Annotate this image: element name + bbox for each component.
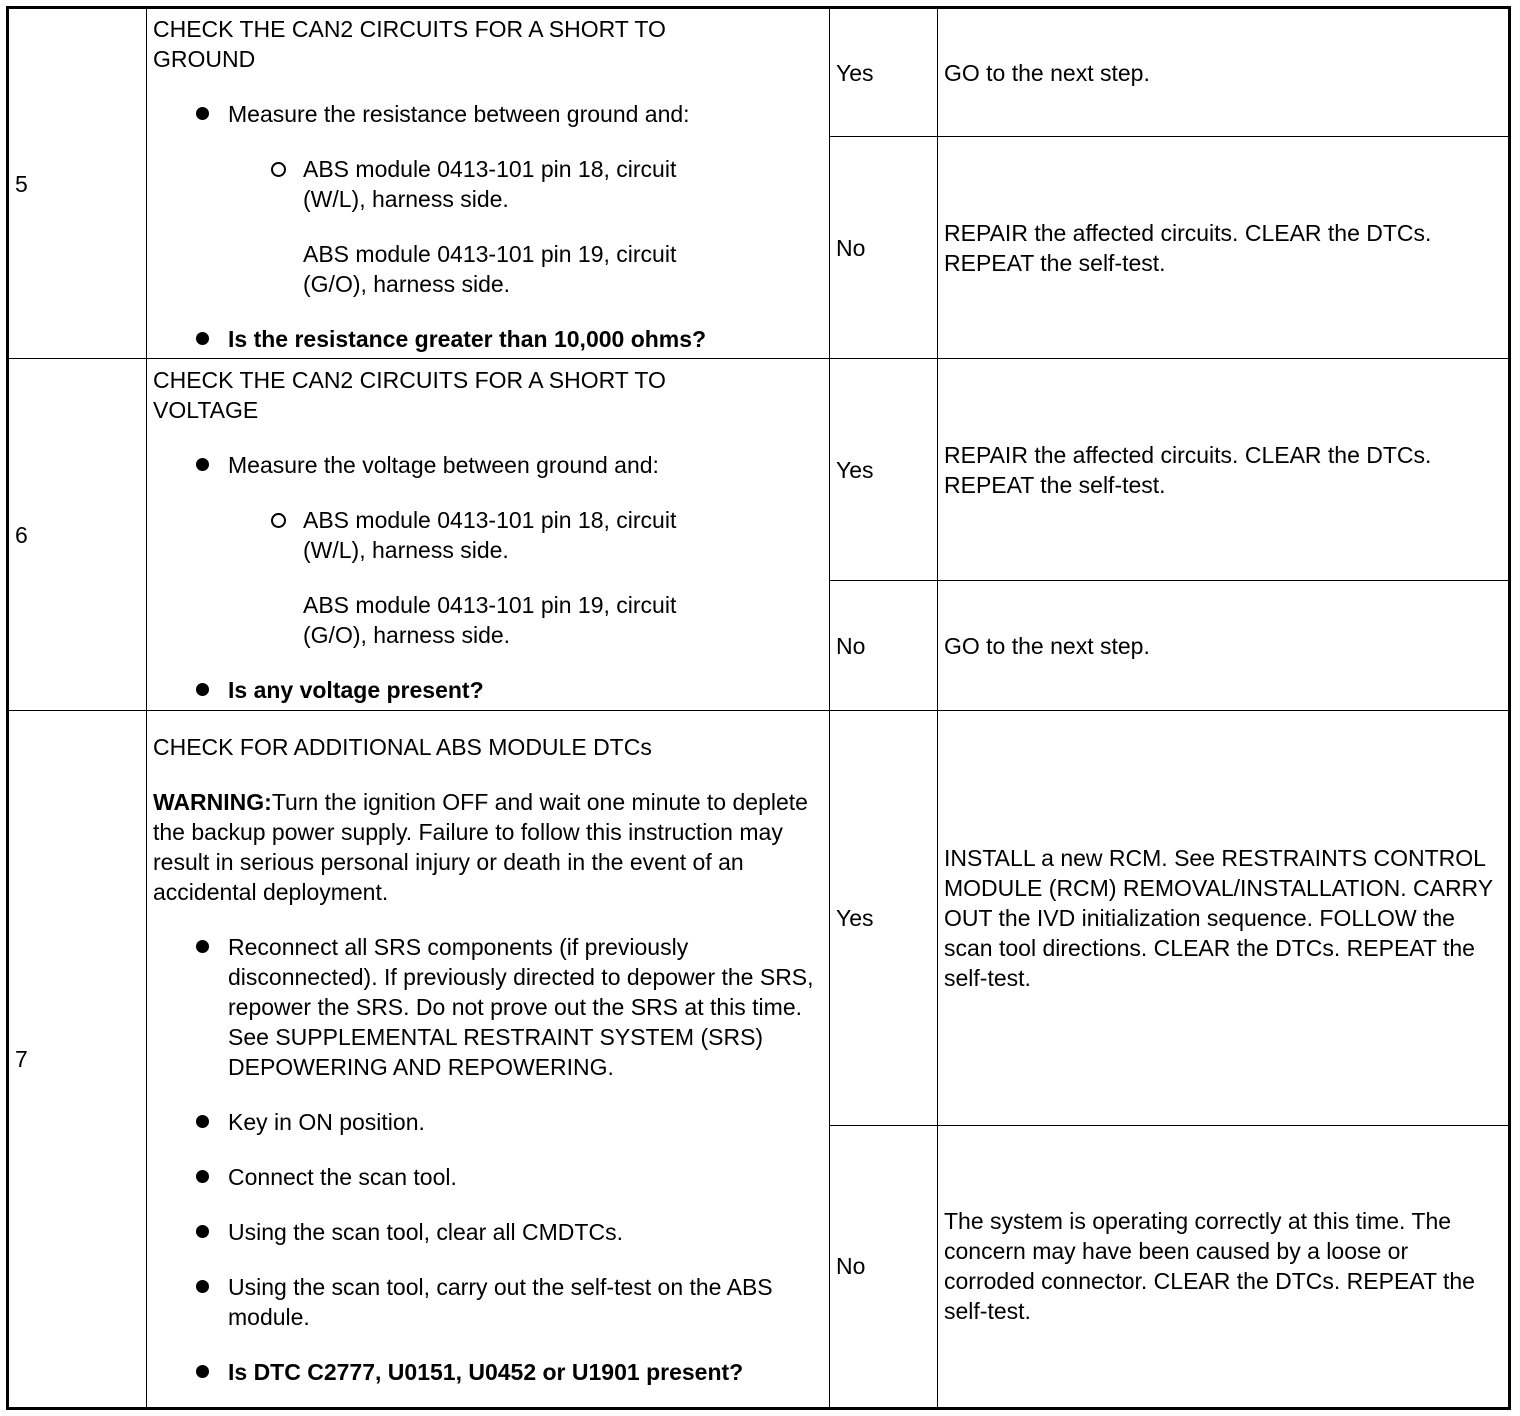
step-6-test-body [147, 359, 830, 711]
step-6-sub-item: ABS module 0413-101 pin 18, circuit (W/L), harness side. [303, 505, 723, 565]
step-6-sub-list [228, 505, 823, 650]
step-7-test-body [147, 711, 830, 1409]
step-6-no-action: GO to the next step. [938, 581, 1510, 711]
step-7-bullet: Using the scan tool, clear all CMDTCs. [228, 1217, 823, 1247]
step-5-number: 5 [8, 8, 147, 359]
pinpoint-test-table [6, 6, 1511, 1410]
step-7-warning [153, 787, 823, 907]
step-7-question: Is DTC C2777, U0151, U0452 or U1901 present? [228, 1357, 823, 1387]
step-7-warning-text: Turn the ignition OFF and wait one minute to deplete the backup power supply. Failure to follow this instruction may result in serious personal injury or death in the event of an accidental deployment. [153, 788, 808, 905]
step-6-yes-label: Yes [830, 359, 938, 581]
step-7-no-action: The system is operating correctly at this time. The concern may have been caused by a loose or corroded connector. CLEAR the DTCs. REPEAT the self-test. [938, 1125, 1510, 1408]
step-5-bullet [228, 99, 823, 299]
step-5-sub-item: ABS module 0413-101 pin 18, circuit (W/L), harness side. [303, 154, 723, 214]
step-7-bullet: Connect the scan tool. [228, 1162, 823, 1192]
step-5-no-label: No [830, 137, 938, 359]
step-5-sub-item: ABS module 0413-101 pin 19, circuit (G/O), harness side. [303, 240, 677, 297]
step-6-bullet-text: Measure the voltage between ground and: [228, 451, 659, 478]
step-5-title: CHECK THE CAN2 CIRCUITS FOR A SHORT TO GROUND [153, 15, 666, 72]
step-5-yes-label: Yes [830, 8, 938, 137]
step-6-no-label: No [830, 581, 938, 711]
step-5-test-body [147, 8, 830, 359]
step-7-title: CHECK FOR ADDITIONAL ABS MODULE DTCs [153, 733, 652, 760]
step-5-question: Is the resistance greater than 10,000 ohms? [228, 324, 823, 354]
step-5-bullet-list [153, 99, 823, 354]
step-6-bullet [228, 450, 823, 650]
step-6-yes-action: REPAIR the affected circuits. CLEAR the DTCs. REPEAT the self-test. [938, 359, 1510, 581]
step-7-bullet: Using the scan tool, carry out the self-test on the ABS module. [228, 1272, 823, 1332]
step-5-sub-list [228, 154, 823, 299]
step-5-yes-row [8, 8, 1510, 137]
diagnostic-table-page [6, 6, 1508, 1410]
step-6-question: Is any voltage present? [228, 675, 823, 705]
step-6-yes-row [8, 359, 1510, 581]
step-5-yes-action: GO to the next step. [938, 8, 1510, 137]
step-6-title: CHECK THE CAN2 CIRCUITS FOR A SHORT TO VOLTAGE [153, 366, 666, 423]
step-5-bullet-text: Measure the resistance between ground and: [228, 100, 690, 127]
step-7-warning-label: WARNING: [153, 788, 272, 815]
step-6-sub-item: ABS module 0413-101 pin 19, circuit (G/O), harness side. [303, 591, 677, 648]
step-7-number: 7 [8, 711, 147, 1409]
step-7-bullet: Reconnect all SRS components (if previously disconnected). If previously directed to depower the SRS, repower the SRS. Do not prove out the SRS at this time. See SUPPLEMENTAL RESTRAINT SYSTEM (SRS) DEPOWERING AND REPOWERING. [228, 932, 823, 1082]
step-7-bullet: Key in ON position. [228, 1107, 823, 1137]
step-7-bullet-list [153, 932, 823, 1387]
step-7-yes-row [8, 711, 1510, 1125]
step-7-yes-label: Yes [830, 711, 938, 1125]
step-7-no-label: No [830, 1125, 938, 1408]
step-7-yes-action: INSTALL a new RCM. See RESTRAINTS CONTROL MODULE (RCM) REMOVAL/INSTALLATION. CARRY OUT the IVD initialization sequence. FOLLOW the scan tool directions. CLEAR the DTCs. REPEAT the self-test. [938, 711, 1510, 1125]
step-6-bullet-list [153, 450, 823, 705]
step-6-number: 6 [8, 359, 147, 711]
step-5-no-action: REPAIR the affected circuits. CLEAR the DTCs. REPEAT the self-test. [938, 137, 1510, 359]
